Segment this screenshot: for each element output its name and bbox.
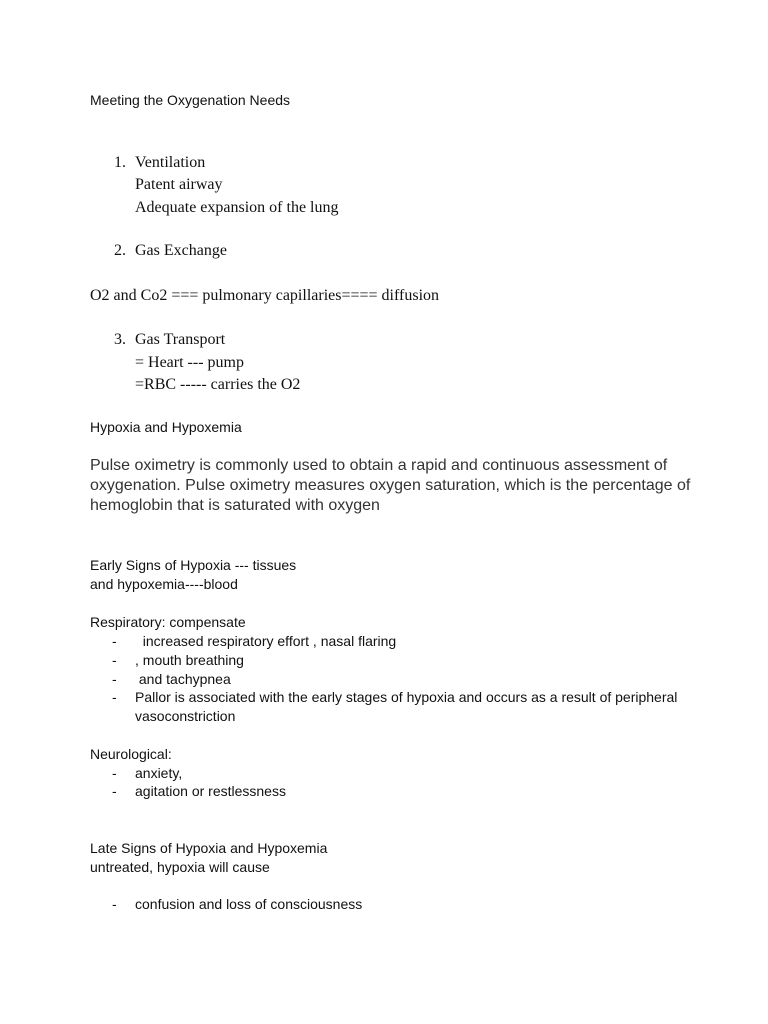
pulse-ox-paragraph-line: Pulse oximetry is commonly used to obtain a rapid and continuous assessment of (90, 457, 668, 474)
hypoxia-heading: Hypoxia and Hypoxemia (90, 419, 242, 435)
pallor-item-line: vasoconstriction (135, 708, 236, 724)
respiratory-item: increased respiratory effort , nasal flaring (135, 633, 397, 649)
gas-exchange-note: O2 and Co2 === pulmonary capillaries==== diffusion (90, 287, 440, 304)
bullet-dash: - (112, 689, 117, 705)
list-number-2: 2. (114, 242, 126, 259)
bullet-dash: - (112, 783, 117, 799)
document-title: Meeting the Oxygenation Needs (90, 92, 291, 108)
bullet-dash: - (112, 671, 117, 687)
neurological-label: Neurological: (90, 746, 172, 762)
ventilation-line: Adequate expansion of the lung (135, 199, 339, 216)
ventilation-line: Patent airway (135, 176, 223, 193)
respiratory-item: and tachypnea (135, 671, 231, 687)
respiratory-label: Respiratory: compensate (90, 614, 246, 630)
early-signs-heading: and hypoxemia----blood (90, 576, 238, 592)
respiratory-item: , mouth breathing (135, 652, 244, 668)
bullet-dash: - (112, 896, 117, 912)
gas-transport-line: =RBC ----- carries the O2 (135, 376, 301, 393)
pulse-ox-paragraph-line: hemoglobin that is saturated with oxygen (90, 497, 380, 514)
neurological-item: agitation or restlessness (135, 783, 286, 799)
list-number-3: 3. (114, 331, 126, 348)
pallor-item-line: Pallor is associated with the early stages of hypoxia and occurs as a result of peripheral (135, 689, 678, 705)
gas-exchange-heading: Gas Exchange (135, 242, 227, 259)
neurological-item: anxiety, (135, 765, 183, 781)
gas-transport-heading: Gas Transport (135, 331, 226, 348)
bullet-dash: - (112, 765, 117, 781)
bullet-dash: - (112, 633, 117, 649)
late-signs-subline: untreated, hypoxia will cause (90, 859, 270, 875)
late-signs-item: confusion and loss of consciousness (135, 896, 363, 912)
ventilation-heading: Ventilation (135, 154, 206, 171)
early-signs-heading: Early Signs of Hypoxia --- tissues (90, 557, 297, 573)
pulse-ox-paragraph-line: oxygenation. Pulse oximetry measures oxygen saturation, which is the percentage of (90, 477, 691, 494)
gas-transport-line: = Heart --- pump (135, 354, 244, 371)
late-signs-heading: Late Signs of Hypoxia and Hypoxemia (90, 840, 328, 856)
bullet-dash: - (112, 652, 117, 668)
list-number-1: 1. (114, 154, 126, 171)
